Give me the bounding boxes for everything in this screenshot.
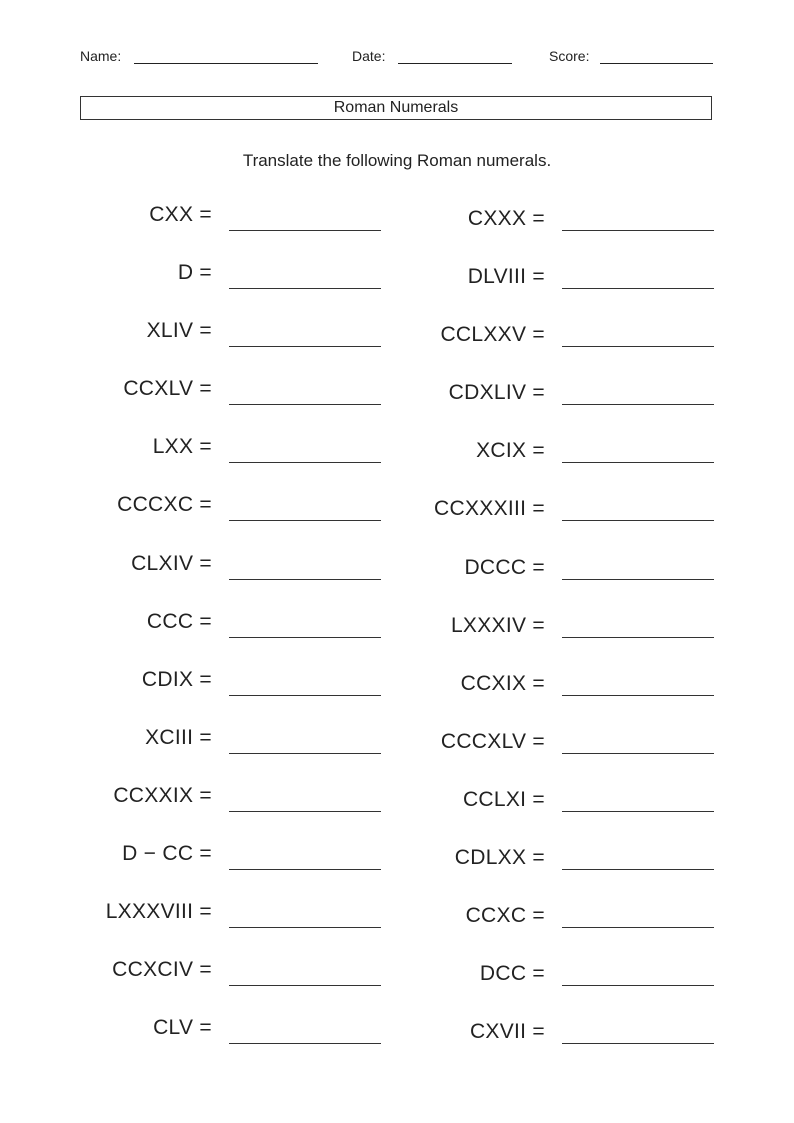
roman-numeral: CCCXC = <box>117 493 212 517</box>
name-label: Name: <box>80 48 122 64</box>
answer-line[interactable] <box>229 985 381 986</box>
answer-line[interactable] <box>229 230 381 231</box>
name-answer-line[interactable] <box>134 63 318 64</box>
answer-line[interactable] <box>562 346 714 347</box>
roman-numeral: CDLXX = <box>454 846 545 870</box>
answer-line[interactable] <box>229 637 381 638</box>
instruction-text: Translate the following Roman numerals. <box>242 151 552 170</box>
name-field <box>80 48 121 64</box>
roman-numeral: CCXIX = <box>460 671 545 695</box>
roman-numeral: DLVIII = <box>467 265 545 289</box>
roman-numeral: CLXIV = <box>131 551 212 575</box>
answer-line[interactable] <box>562 811 714 812</box>
roman-numeral: DCC = <box>479 962 545 986</box>
roman-numeral: XLIV = <box>146 319 212 343</box>
answer-line[interactable] <box>562 985 714 986</box>
score-label: Score: <box>549 48 590 64</box>
answer-line[interactable] <box>229 520 381 521</box>
roman-numeral: CCXXIX = <box>113 783 212 807</box>
answer-line[interactable] <box>562 637 714 638</box>
score-answer-line[interactable] <box>600 63 713 64</box>
answer-line[interactable] <box>562 404 714 405</box>
answer-line[interactable] <box>229 753 381 754</box>
roman-numeral: CCCXLV = <box>440 729 545 753</box>
answer-line[interactable] <box>562 869 714 870</box>
roman-numeral: LXX = <box>152 435 212 459</box>
roman-numeral: XCIX = <box>476 439 545 463</box>
answer-line[interactable] <box>562 695 714 696</box>
answer-line[interactable] <box>229 1043 381 1044</box>
roman-numeral: CCC = <box>146 609 212 633</box>
answer-line[interactable] <box>229 346 381 347</box>
answer-line[interactable] <box>229 869 381 870</box>
date-label: Date: <box>352 48 386 64</box>
score-field <box>549 48 589 64</box>
answer-line[interactable] <box>562 288 714 289</box>
worksheet-title: Roman Numerals <box>80 96 712 120</box>
answer-line[interactable] <box>229 579 381 580</box>
date-field <box>352 48 385 64</box>
roman-numeral: CXVII = <box>469 1020 545 1044</box>
date-answer-line[interactable] <box>398 63 512 64</box>
answer-line[interactable] <box>229 927 381 928</box>
roman-numeral: CDIX = <box>141 667 212 691</box>
answer-line[interactable] <box>562 230 714 231</box>
roman-numeral: D − CC = <box>122 842 212 866</box>
answer-line[interactable] <box>229 462 381 463</box>
roman-numeral: CDXLIV = <box>448 381 545 405</box>
answer-line[interactable] <box>229 695 381 696</box>
roman-numeral: CCXC = <box>465 904 545 928</box>
roman-numeral: CCXXXIII = <box>434 497 545 521</box>
answer-line[interactable] <box>229 404 381 405</box>
roman-numeral: CXX = <box>149 203 212 226</box>
answer-line[interactable] <box>229 811 381 812</box>
roman-numeral: CCLXI = <box>462 787 545 811</box>
roman-numeral: CXXX = <box>467 207 545 230</box>
answer-line[interactable] <box>562 927 714 928</box>
roman-numeral: DCCC = <box>464 555 545 579</box>
roman-numeral: XCIII = <box>145 725 212 749</box>
answer-line[interactable] <box>562 520 714 521</box>
answer-line[interactable] <box>562 579 714 580</box>
answer-line[interactable] <box>562 462 714 463</box>
answer-line[interactable] <box>562 753 714 754</box>
roman-numeral: CCXCIV = <box>112 958 212 982</box>
answer-line[interactable] <box>562 1043 714 1044</box>
roman-numeral: LXXXIV = <box>450 613 545 637</box>
roman-numeral: CLV = <box>153 1016 212 1040</box>
roman-numeral: CCLXXV = <box>440 323 545 347</box>
roman-numeral: LXXXVIII = <box>105 900 212 924</box>
roman-numeral: D = <box>177 261 212 285</box>
roman-numeral: CCXLV = <box>123 377 212 401</box>
answer-line[interactable] <box>229 288 381 289</box>
